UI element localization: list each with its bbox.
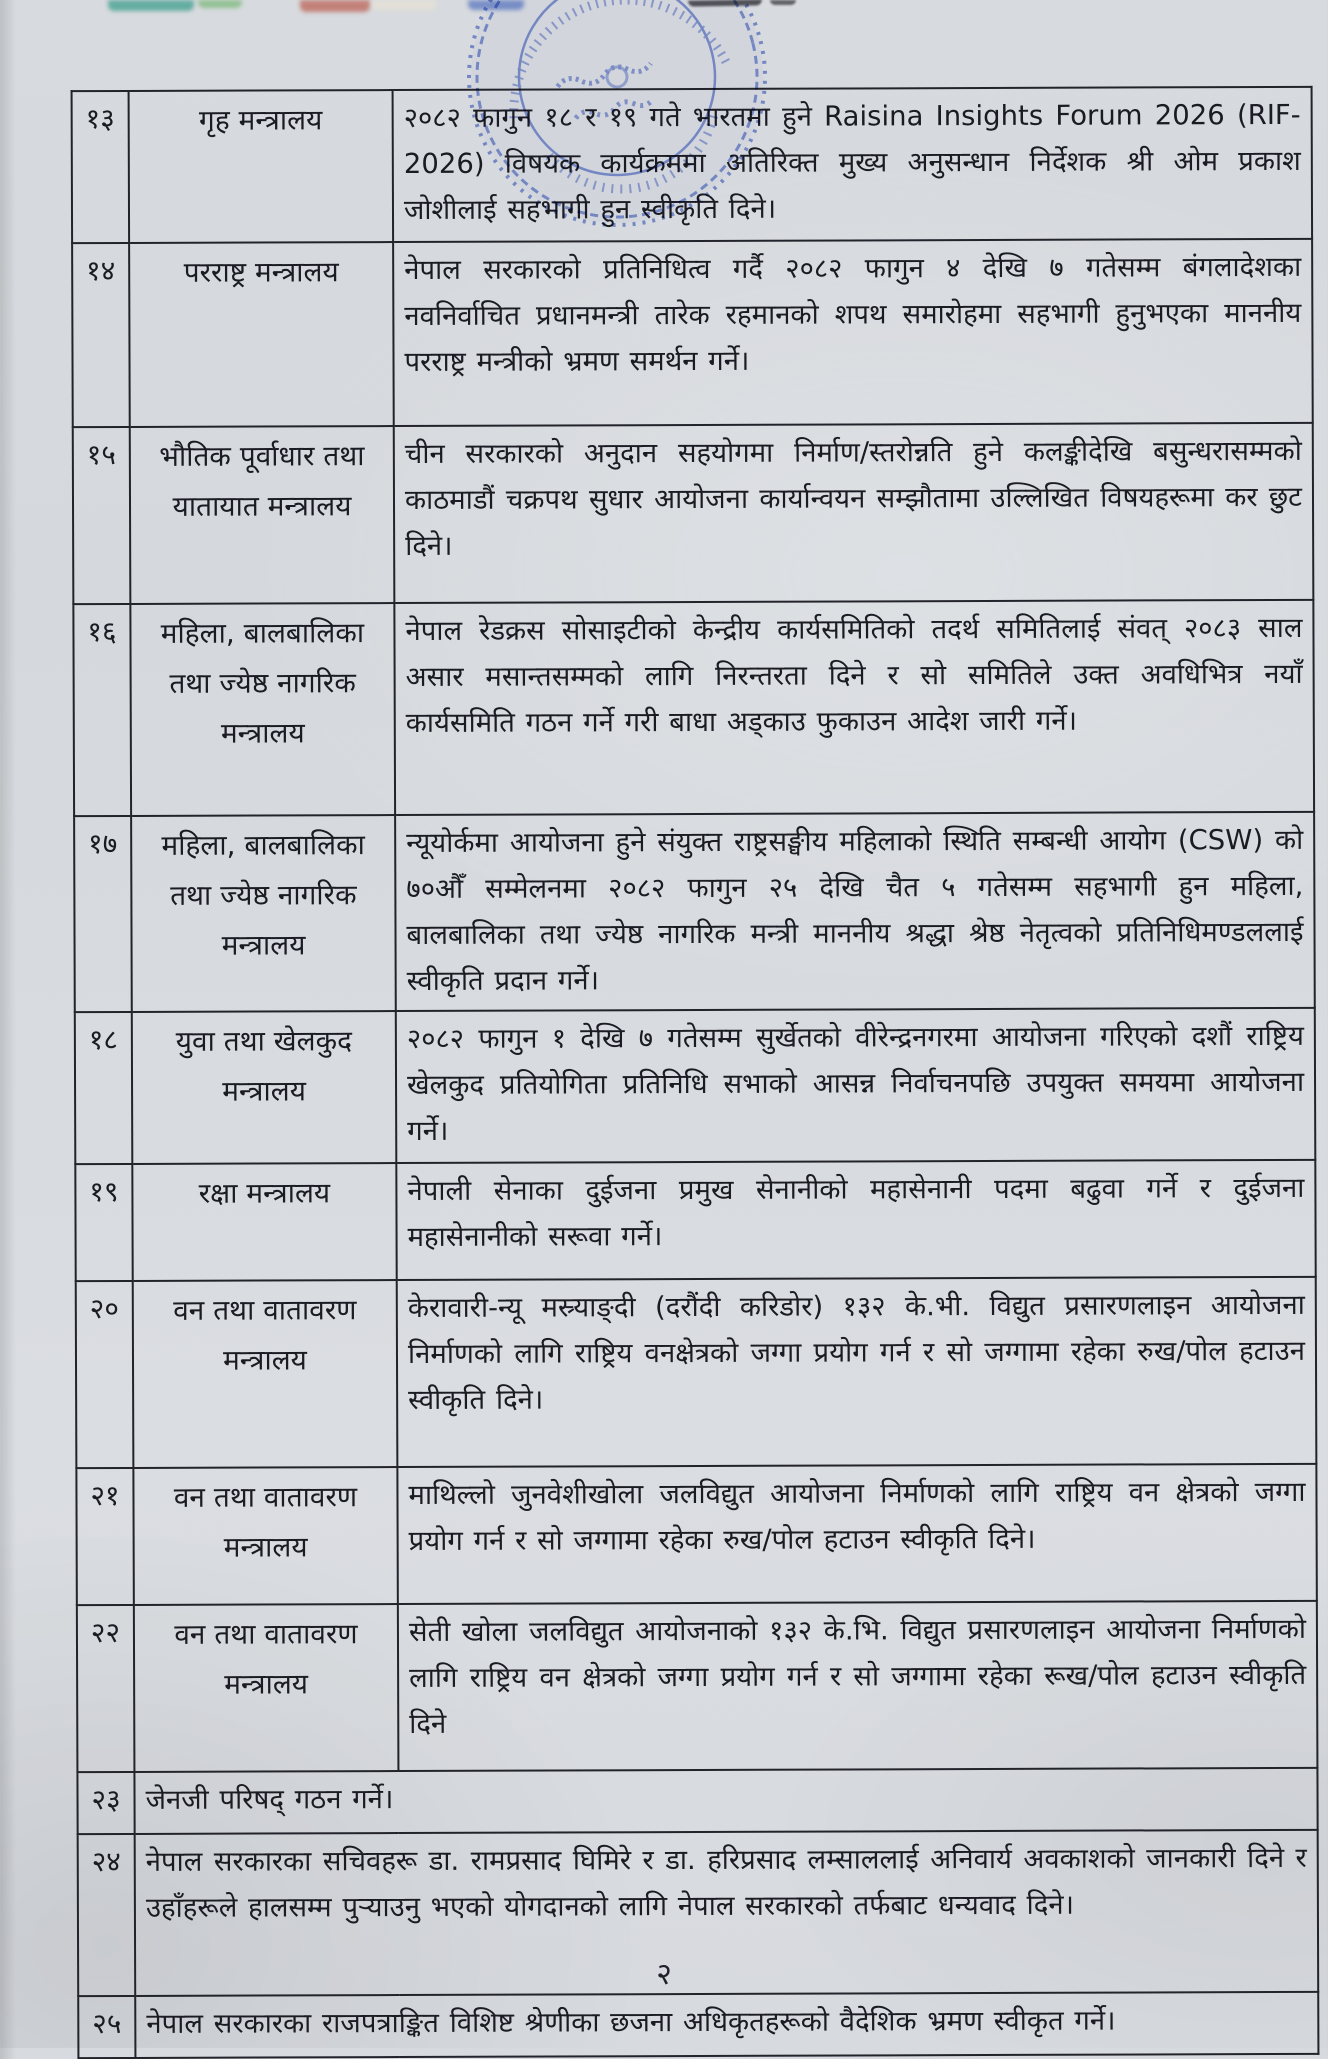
- ministry-cell: गृह मन्त्रालय: [129, 90, 394, 243]
- table-row: [75, 1160, 1315, 1281]
- decision-cell: सेती खोला जलविद्युत आयोजनाको १३२ के.भि. विद्युत प्रसारणलाइन आयोजना निर्माणको लागि राष्ट्रिय वन क्षेत्रको जग्गा प्रयोग गर्न र सो जग्गामा रहेका रूख/पोल हटाउन स्वीकृति दिने: [398, 1601, 1318, 1771]
- decision-cell: चीन सरकारको अनुदान सहयोगमा निर्माण/स्तरोन्नति हुने कलङ्कीदेखि बसुन्धरासम्मको काठमाडौं चक्रपथ सुधार आयोजना कार्यान्वयन सम्झौतामा उल्लिखित विषयहरूमा कर छुट दिने।: [394, 423, 1314, 603]
- decision-cell: जेनजी परिषद् गठन गर्ने।: [134, 1768, 1317, 1834]
- decision-cell: माथिल्लो जुनवेशीखोला जलविद्युत आयोजना निर्माणको लागि राष्ट्रिय वन क्षेत्रको जग्गा प्रयोग गर्न र सो जग्गामा रहेका रुख/पोल हटाउन स्वीकृति दिने।: [397, 1464, 1316, 1604]
- row-number: २४: [78, 1834, 136, 1996]
- table-row: [72, 239, 1313, 427]
- row-number: २१: [76, 1468, 133, 1605]
- decision-cell: केरावारी-न्यू मस्र्याङ्दी (दरौंदी करिडोर) १३२ के.भी. विद्युत प्रसारणलाइन आयोजना निर्माणको लागि राष्ट्रिय वनक्षेत्रको जग्गा प्रयोग गर्न र सो जग्गामा रहेका रुख/पोल हटाउन स्वीकृति दिने।: [397, 1277, 1317, 1467]
- ministry-cell: वन तथा वातावरण मन्त्रालय: [134, 1604, 399, 1772]
- row-number: १७: [74, 816, 132, 1012]
- decision-cell: २०८२ फागुन १८ र १९ गते भारतमा हुने Raisina Insights Forum 2026 (RIF-2026) विषयक कार्यक्रममा अतिरिक्त मुख्य अनुसन्धान निर्देशक श्री ओम प्रकाश जोशीलाई सहभागी हुन स्वीकृति दिने।: [393, 87, 1313, 242]
- table-row: [78, 1992, 1318, 2058]
- top-edge-artifact: [688, 0, 762, 7]
- row-number: १६: [73, 604, 131, 816]
- table-row: [76, 1277, 1317, 1468]
- decision-cell: नेपाल सरकारका राजपत्राङ्कित विशिष्ट श्रेणीका छजना अधिकृतहरूको वैदेशिक भ्रमण स्वीकृत गर्ने।: [135, 1992, 1318, 2058]
- top-edge-artifact: [300, 0, 370, 12]
- table-row: [76, 1464, 1316, 1605]
- decision-cell: न्यूयोर्कमा आयोजना हुने संयुक्त राष्ट्रसङ्घीय महिलाको स्थिति सम्बन्धी आयोग (CSW) को ७०औँ सम्मेलनमा २०८२ फागुन २५ देखि चैत ५ गतेसम्म सहभागी हुन महिला, बालबालिका तथा ज्येष्ठ नागरिक मन्त्री माननीय श्रद्धा श्रेष्ठ नेतृत्वको प्रतिनिधिमण्डललाई स्वीकृति प्रदान गर्ने।: [395, 812, 1315, 1011]
- table-row: [77, 1601, 1318, 1772]
- top-edge-artifact: [108, 0, 194, 11]
- decision-cell: २०८२ फागुन १ देखि ७ गतेसम्म सुर्खेतको वीरेन्द्रनगरमा आयोजना गरिएको दशौं राष्ट्रिय खेलकुद प्रतियोगिता प्रतिनिधि सभाको आसन्न निर्वाचनपछि उपयुक्त समयमा आयोजना गर्ने।: [396, 1008, 1316, 1163]
- top-edge-artifact: [770, 0, 796, 5]
- table-row: [72, 87, 1313, 243]
- row-number: २२: [77, 1605, 135, 1772]
- ministry-cell: रक्षा मन्त्रालय: [132, 1163, 396, 1281]
- row-number: १३: [72, 91, 130, 243]
- ministry-cell: वन तथा वातावरण मन्त्रालय: [133, 1280, 398, 1468]
- decision-cell: नेपाली सेनाका दुईजना प्रमुख सेनानीको महासेनानी पदमा बढुवा गर्ने र दुईजना महासेनानीको सरूवा गर्ने।: [396, 1160, 1315, 1280]
- decision-table: [71, 86, 1320, 2059]
- ministry-cell: वन तथा वातावरण मन्त्रालय: [133, 1467, 397, 1605]
- table-row: [74, 812, 1315, 1012]
- page-number: २: [656, 1957, 672, 1992]
- ministry-cell: परराष्ट्र मन्त्रालय: [129, 242, 394, 427]
- row-number: १८: [75, 1012, 133, 1164]
- ministry-cell: महिला, बालबालिका तथा ज्येष्ठ नागरिक मन्त्रालय: [131, 815, 396, 1012]
- table-row: [75, 1008, 1316, 1164]
- top-edge-artifact: [198, 0, 242, 8]
- row-number: १४: [72, 243, 130, 427]
- ministry-cell: युवा तथा खेलकुद मन्त्रालय: [132, 1011, 397, 1164]
- decision-cell: नेपाल सरकारका सचिवहरू डा. रामप्रसाद घिमिरे र डा. हरिप्रसाद लम्साललाई अनिवार्य अवकाशको जानकारी दिने र उहाँहरूले हालसम्म पुऱ्याउनु भएको योगदानको लागि नेपाल सरकारको तर्फबाट धन्यवाद दिने।: [135, 1830, 1319, 1996]
- top-edge-artifact: [468, 0, 524, 10]
- decision-cell: नेपाल सरकारको प्रतिनिधित्व गर्दै २०८२ फागुन ४ देखि ७ गतेसम्म बंगलादेशका नवनिर्वाचित प्रधानमन्त्री तारेक रहमानको शपथ समारोहमा सहभागी हुनुभएका माननीय परराष्ट्र मन्त्रीको भ्रमण समर्थन गर्ने।: [393, 239, 1313, 426]
- top-edge-artifact: [372, 0, 436, 10]
- ministry-cell: महिला, बालबालिका तथा ज्येष्ठ नागरिक मन्त्रालय: [130, 603, 395, 816]
- row-number: २३: [77, 1772, 134, 1834]
- decision-cell: नेपाल रेडक्रस सोसाइटीको केन्द्रीय कार्यसमितिको तदर्थ समितिलाई संवत् २०८३ साल असार मसान्तसम्मको लागि निरन्तरता दिने र सो समितिले उक्त अवधिभित्र नयाँ कार्यसमिति गठन गर्ने गरी बाधा अड्काउ फुकाउन आदेश जारी गर्ने।: [394, 600, 1314, 815]
- row-number: १५: [73, 427, 131, 604]
- row-number: २०: [76, 1281, 134, 1468]
- ministry-cell: भौतिक पूर्वाधार तथा यातायात मन्त्रालय: [130, 426, 395, 604]
- row-number: २५: [78, 1996, 135, 2058]
- row-number: १९: [75, 1164, 132, 1281]
- table-row: [77, 1768, 1317, 1834]
- table-row: [73, 423, 1314, 604]
- table-row: [73, 600, 1314, 816]
